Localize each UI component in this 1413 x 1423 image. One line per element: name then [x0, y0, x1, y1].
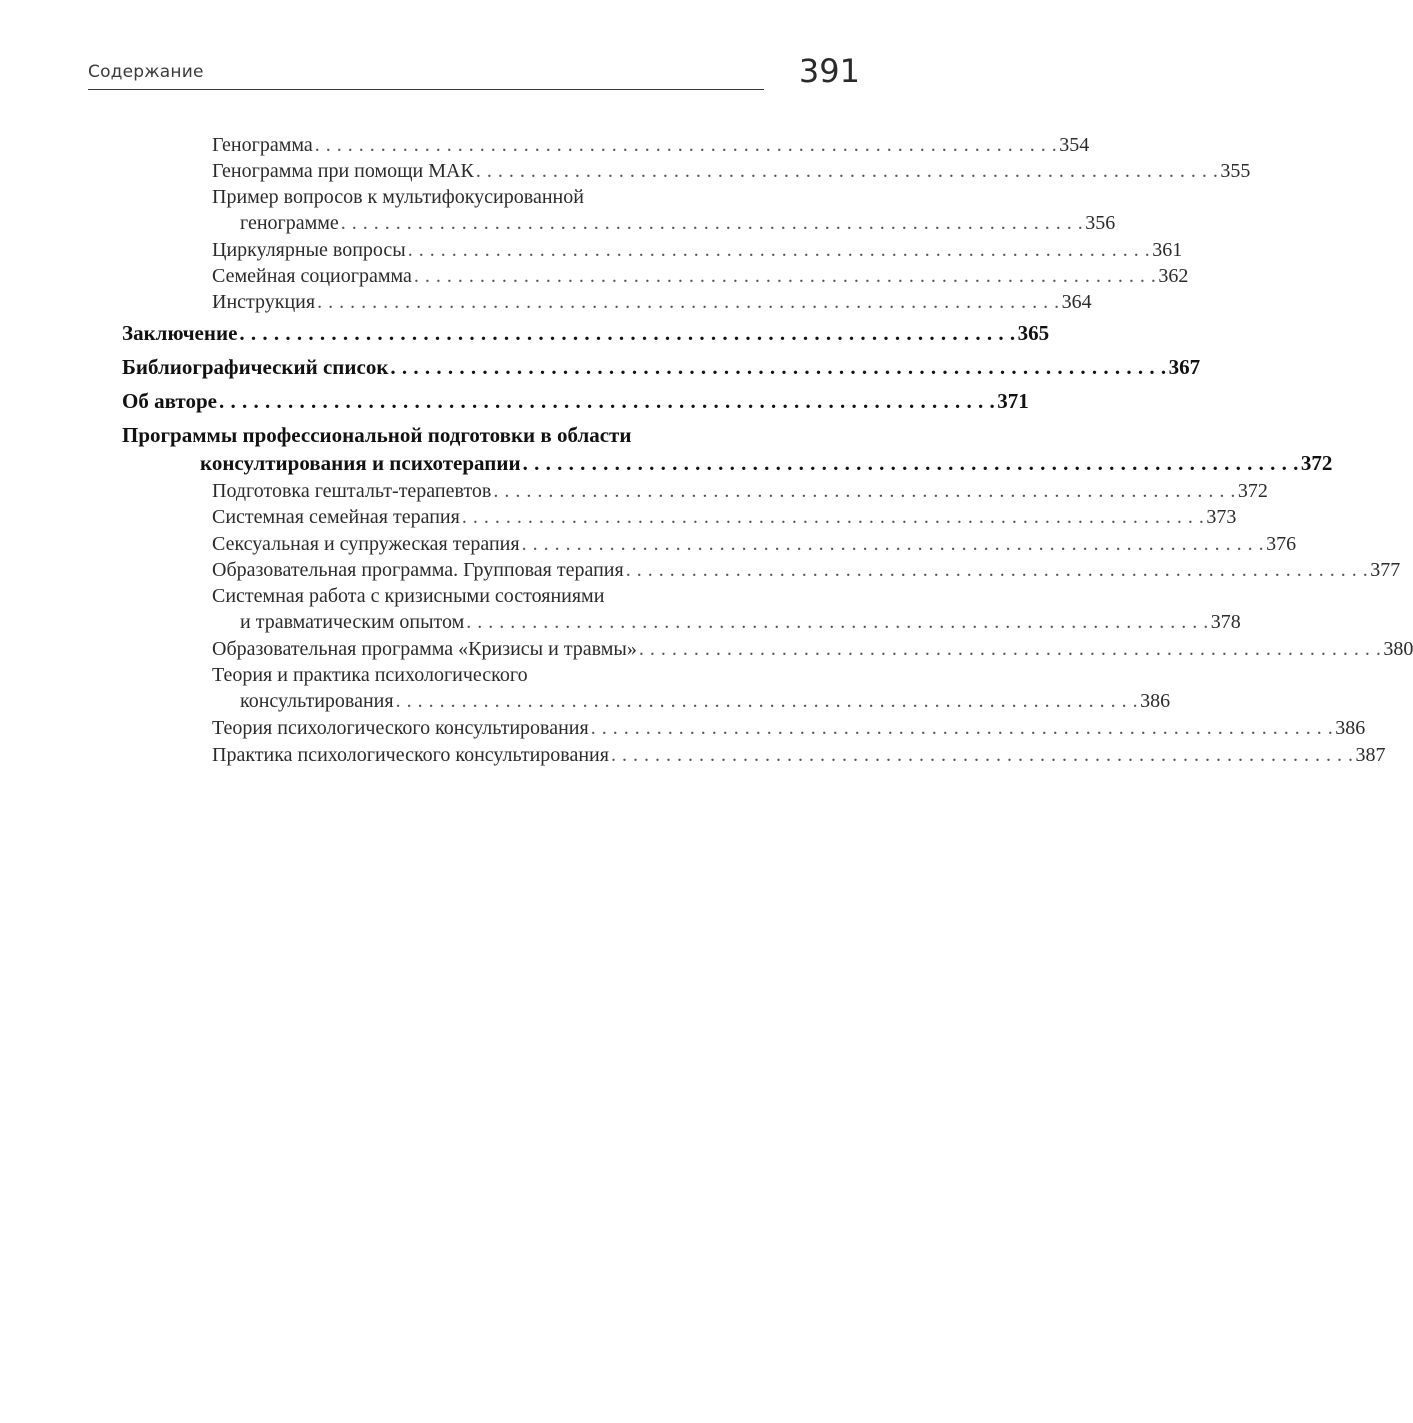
toc-entry-title: Инструкция [212, 291, 316, 313]
dot-leader: . . . . . . . . . . . . . . . . . . . . . . . . . . . . . . . . . . . . . . . . . . . . . . . . . . . . . . . . . . . . . . . . . . . . [314, 134, 1058, 156]
toc-entry-page: 387 [1355, 744, 1386, 766]
dot-leader: . . . . . . . . . . . . . . . . . . . . . . . . . . . . . . . . . . . . . . . . . . . . . . . . . . . . . . . . . . . . . . . . . . . . [218, 389, 996, 413]
toc-entry-page: 355 [1220, 160, 1251, 182]
dot-leader: . . . . . . . . . . . . . . . . . . . . . . . . . . . . . . . . . . . . . . . . . . . . . . . . . . . . . . . . . . . . . . . . . . . . [461, 506, 1205, 528]
dot-leader: . . . . . . . . . . . . . . . . . . . . . . . . . . . . . . . . . . . . . . . . . . . . . . . . . . . . . . . . . . . . . . . . . . . . [475, 160, 1219, 182]
toc-entry-title-line2: генограмме [240, 212, 339, 234]
toc-entry-title-line2: консультирования [240, 690, 394, 712]
toc-entry-page: 377 [1370, 559, 1401, 581]
toc-entry-title-line1: Программы профессиональной подготовки в области [122, 423, 632, 447]
toc-entry-page: 378 [1210, 611, 1241, 633]
toc-entry-page: 386 [1140, 690, 1171, 712]
dot-leader: . . . . . . . . . . . . . . . . . . . . . . . . . . . . . . . . . . . . . . . . . . . . . . . . . . . . . . . . . . . . . . . . . . . . [493, 480, 1236, 502]
toc-entry-title: Генограмма при помощи МАК [212, 160, 474, 182]
toc-entry-title: Системная семейная терапия [212, 506, 460, 528]
toc-entry[interactable] [212, 715, 1366, 741]
dot-leader: . . . . . . . . . . . . . . . . . . . . . . . . . . . . . . . . . . . . . . . . . . . . . . . . . . . . . . . . . . . . . . . . . . . . [413, 265, 1157, 287]
toc-chapter-entry[interactable] [122, 387, 1029, 415]
toc-entry-page: 356 [1085, 212, 1116, 234]
toc-entry-page: 373 [1206, 506, 1237, 528]
toc-entry-page: 362 [1158, 265, 1189, 287]
toc-entry-page: 367 [1168, 355, 1201, 379]
toc-entry[interactable] [212, 636, 1413, 662]
toc-entry-title: Практика психологического консультирования [212, 744, 609, 766]
toc-entry-page: 372 [1300, 451, 1333, 475]
toc-chapter-entry[interactable] [122, 319, 1050, 347]
toc-entry-title: Сексуальная и супружеская терапия [212, 533, 520, 555]
toc-entry-page: 361 [1152, 239, 1183, 261]
toc-entry-page: 364 [1061, 291, 1092, 313]
toc-entry-page: 371 [997, 389, 1029, 413]
toc-entry-title-line1: Системная работа с кризисными состояниями [212, 585, 605, 607]
toc-entry-title-line2: консултирования и психотерапии [200, 451, 521, 475]
dot-leader: . . . . . . . . . . . . . . . . . . . . . . . . . . . . . . . . . . . . . . . . . . . . . . . . . . . . . . . . . . . . . . . . . . . . [466, 611, 1209, 633]
dot-leader: . . . . . . . . . . . . . . . . . . . . . . . . . . . . . . . . . . . . . . . . . . . . . . . . . . . . . . . . . . . . . . . . . . . . [625, 559, 1369, 581]
header-rule [88, 89, 764, 90]
dot-leader: . . . . . . . . . . . . . . . . . . . . . . . . . . . . . . . . . . . . . . . . . . . . . . . . . . . . . . . . . . . . . . . . . . . . [610, 744, 1354, 766]
toc-entry-title: Образовательная программа «Кризисы и травмы» [212, 638, 637, 660]
toc-entry-title: Библиографический список [122, 355, 389, 379]
toc-entry[interactable] [212, 289, 1092, 315]
toc-entry-page: 365 [1017, 321, 1050, 345]
dot-leader: . . . . . . . . . . . . . . . . . . . . . . . . . . . . . . . . . . . . . . . . . . . . . . . . . . . . . . . . . . . . . . . . . . . . [239, 321, 1016, 345]
toc-entry[interactable] [212, 557, 1401, 583]
dot-leader: . . . . . . . . . . . . . . . . . . . . . . . . . . . . . . . . . . . . . . . . . . . . . . . . . . . . . . . . . . . . . . . . . . . . [590, 717, 1334, 739]
toc-entry[interactable] [212, 184, 1116, 236]
page-number: 391 [798, 52, 860, 90]
toc-entry[interactable] [212, 478, 1268, 504]
toc-entry-page: 380 [1383, 638, 1413, 660]
toc-entry-title-line1: Теория и практика психологического [212, 664, 528, 686]
toc-entry-page: 372 [1237, 480, 1268, 502]
toc-entry-title-line2: и травматическим опытом [240, 611, 465, 633]
toc-entry-title: Циркулярные вопросы [212, 239, 406, 261]
toc-entry-title: Образовательная программа. Групповая терапия [212, 559, 624, 581]
toc-entry-title: Теория психологического консультирования [212, 717, 589, 739]
running-head [88, 52, 860, 96]
dot-leader: . . . . . . . . . . . . . . . . . . . . . . . . . . . . . . . . . . . . . . . . . . . . . . . . . . . . . . . . . . . . . . . . . . . . [521, 533, 1265, 555]
section-title: Содержание [88, 62, 204, 82]
toc-entry-title: Семейная социограмма [212, 265, 412, 287]
toc-entry-page: 386 [1335, 717, 1366, 739]
dot-leader: . . . . . . . . . . . . . . . . . . . . . . . . . . . . . . . . . . . . . . . . . . . . . . . . . . . . . . . . . . . . . . . . . . . . [638, 638, 1382, 660]
toc-entry[interactable] [212, 263, 1189, 289]
dot-leader: . . . . . . . . . . . . . . . . . . . . . . . . . . . . . . . . . . . . . . . . . . . . . . . . . . . . . . . . . . . . . . . . . . . . [317, 291, 1060, 313]
toc-entry[interactable] [212, 662, 1171, 714]
toc-entry[interactable] [212, 158, 1251, 184]
toc-entry-page: 354 [1059, 134, 1090, 156]
toc-chapter-entry[interactable] [122, 353, 1201, 381]
dot-leader: . . . . . . . . . . . . . . . . . . . . . . . . . . . . . . . . . . . . . . . . . . . . . . . . . . . . . . . . . . . . . . . . . . . . [395, 690, 1139, 712]
toc-chapter-entry[interactable] [122, 421, 1333, 477]
dot-leader: . . . . . . . . . . . . . . . . . . . . . . . . . . . . . . . . . . . . . . . . . . . . . . . . . . . . . . . . . . . . . . . . . . . . [407, 239, 1151, 261]
toc-entry-title: Подготовка гештальт-терапевтов [212, 480, 492, 502]
toc-entry-title: Генограмма [212, 134, 313, 156]
toc-entry-title: Об авторе [122, 389, 217, 413]
toc-entry-title: Заключение [122, 321, 238, 345]
toc-entry[interactable] [212, 742, 1386, 768]
dot-leader: . . . . . . . . . . . . . . . . . . . . . . . . . . . . . . . . . . . . . . . . . . . . . . . . . . . . . . . . . . . . . . . . . . . . [390, 355, 1167, 379]
toc-entry[interactable] [212, 531, 1297, 557]
toc-entry-page: 376 [1266, 533, 1297, 555]
dot-leader: . . . . . . . . . . . . . . . . . . . . . . . . . . . . . . . . . . . . . . . . . . . . . . . . . . . . . . . . . . . . . . . . . . . . [522, 451, 1299, 475]
toc-entry[interactable] [212, 504, 1237, 530]
dot-leader: . . . . . . . . . . . . . . . . . . . . . . . . . . . . . . . . . . . . . . . . . . . . . . . . . . . . . . . . . . . . . . . . . . . . [340, 212, 1084, 234]
toc-entry[interactable] [212, 237, 1183, 263]
toc-entry-title-line1: Пример вопросов к мультифокусированной [212, 186, 584, 208]
toc-entry[interactable] [212, 583, 1241, 635]
toc-entry[interactable] [212, 132, 1090, 158]
